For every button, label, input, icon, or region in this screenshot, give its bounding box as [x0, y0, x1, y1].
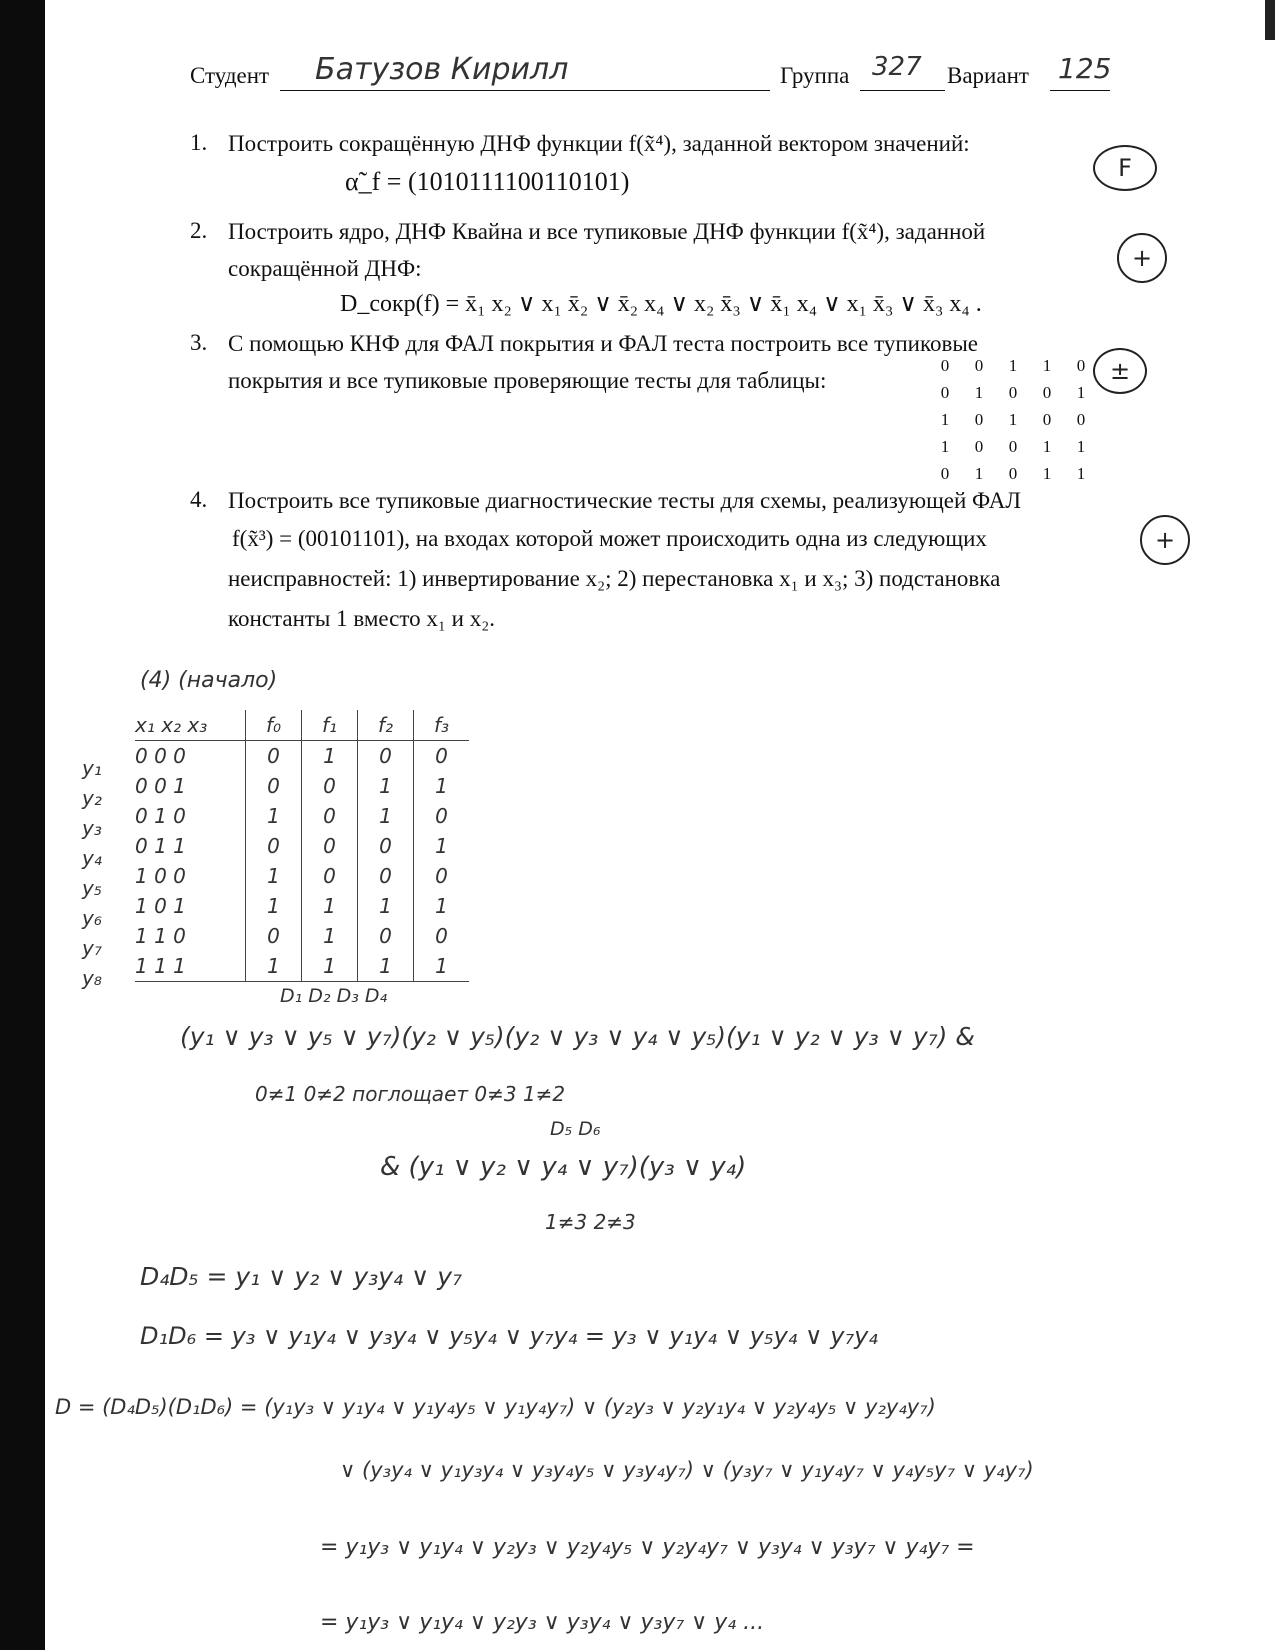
table-cell: 0 [246, 831, 302, 861]
task-2-text-cont: сокращённой ДНФ: [228, 256, 422, 281]
matrix-cell: 1 [1076, 382, 1086, 402]
table-cell: 1 [414, 891, 470, 921]
table-cell: 0 [246, 921, 302, 951]
table-cell: 1 [358, 951, 414, 982]
table-cell: 1 [246, 801, 302, 831]
matrix-cell: 1 [1042, 463, 1052, 483]
task-4-number: 4. [190, 487, 208, 512]
table-header: x₁ x₂ x₃ [135, 710, 246, 741]
table-cell: 0 [358, 921, 414, 951]
work-line-d-labels-2: D₅ D₆ [550, 1118, 601, 1140]
table-row [135, 741, 469, 772]
variant-label: Вариант [947, 63, 1029, 88]
table-header: f₀ [246, 710, 302, 741]
matrix-cell: 0 [1008, 436, 1018, 456]
task-3-number: 3. [190, 330, 208, 355]
table-row [135, 801, 469, 831]
table-row [135, 951, 469, 982]
matrix-row [928, 352, 1098, 379]
y-label: y₂ [82, 786, 102, 810]
y-label: y₄ [82, 846, 102, 870]
matrix-cell: 0 [1076, 409, 1086, 429]
table-cell: 0 [414, 741, 470, 772]
matrix-cell: 1 [974, 463, 984, 483]
matrix-row [928, 433, 1098, 460]
task-2-number: 2. [190, 218, 208, 243]
table-row [135, 891, 469, 921]
table-cell: 1 [302, 741, 358, 772]
table-cell: 0 0 1 [135, 774, 186, 798]
matrix-cell: 0 [1042, 382, 1052, 402]
work-line-d-expansion-2: ∨ (y₃y₄ ∨ y₁y₃y₄ ∨ y₃y₄y₅ ∨ y₃y₄y₇) ∨ (y₃y₇ ∨ y₁y₄y₇ ∨ y₄y₅y₇ ∨ y₄y₇) [340, 1458, 1034, 1482]
task-1-grade-mark: F [1093, 145, 1157, 191]
table-cell: 1 [246, 951, 302, 982]
student-label: Студент [190, 63, 270, 88]
matrix-cell: 0 [974, 409, 984, 429]
group-underline [860, 90, 945, 91]
work-line-d1d6: D₁D₆ = y₃ ∨ y₁y₄ ∨ y₃y₄ ∨ y₅y₄ ∨ y₇y₄ = y₃ ∨ y₁y₄ ∨ y₅y₄ ∨ y₇y₄ [140, 1322, 878, 1350]
table-cell: 1 [358, 771, 414, 801]
table-cell: 0 [414, 921, 470, 951]
matrix-cell: 1 [940, 409, 950, 429]
task-4-text-cont-2: неисправностей: 1) инвертирование x₂; 2) перестановка x₁ и x₃; 3) подстановка [228, 566, 1001, 591]
table-header: f₂ [358, 710, 414, 741]
table-cell: 0 0 0 [135, 744, 186, 768]
table-cell: 0 [302, 831, 358, 861]
variant-value: 125 [1058, 52, 1112, 85]
task-3-matrix [928, 352, 1098, 487]
table-cell: 0 [414, 861, 470, 891]
task-1-number: 1. [190, 130, 208, 155]
matrix-cell: 1 [1008, 355, 1018, 375]
table-cell: 0 [358, 741, 414, 772]
task-3-grade-mark: ± [1093, 348, 1147, 394]
task-3-text-cont: покрытия и все тупиковые проверяющие тесты для таблицы: [228, 368, 827, 393]
y-label: y₃ [82, 816, 102, 840]
table-cell: 1 [358, 891, 414, 921]
matrix-cell: 0 [974, 436, 984, 456]
task-1-text: Построить сокращённую ДНФ функции f(x̃⁴), заданной вектором значений: [228, 131, 970, 156]
work-title: (4) (начало) [140, 668, 278, 693]
task-2-grade-mark: + [1117, 233, 1167, 283]
work-line-pairs: 0≠1 0≠2 поглощает 0≠3 1≠2 [255, 1082, 566, 1106]
table-header: f₃ [414, 710, 470, 741]
task-3-text: С помощью КНФ для ФАЛ покрытия и ФАЛ теста построить все тупиковые [228, 331, 978, 356]
table-row [135, 771, 469, 801]
y-labels-column [82, 753, 102, 993]
table-cell: 1 [302, 951, 358, 982]
table-cell: 1 1 0 [135, 924, 186, 948]
variant-underline [1050, 90, 1110, 91]
y-label: y₅ [82, 876, 102, 900]
scan-corner-shadow [1265, 0, 1275, 40]
table-cell: 1 [414, 831, 470, 861]
task-2-formula: D_сокр(f) = x̄₁ x₂ ∨ x₁ x̄₂ ∨ x̄₂ x₄ ∨ x₂ x̄₃ ∨ x̄₁ x₄ ∨ x₁ x̄₃ ∨ x̄₃ x₄ . [340, 291, 982, 317]
matrix-cell: 0 [1076, 355, 1086, 375]
y-label: y₁ [82, 756, 102, 780]
matrix-cell: 1 [974, 382, 984, 402]
matrix-cell: 0 [1008, 382, 1018, 402]
matrix-cell: 0 [940, 355, 950, 375]
matrix-cell: 1 [940, 436, 950, 456]
group-label: Группа [780, 63, 850, 88]
table-cell: 1 0 1 [135, 894, 186, 918]
table-cell: 1 [246, 891, 302, 921]
matrix-cell: 1 [1076, 436, 1086, 456]
table-header-row [135, 710, 469, 741]
work-line-simplified: = y₁y₃ ∨ y₁y₄ ∨ y₂y₃ ∨ y₂y₄y₅ ∨ y₂y₄y₇ ∨ y₃y₄ ∨ y₃y₇ ∨ y₄y₇ = [320, 1535, 975, 1560]
table-row [135, 861, 469, 891]
matrix-row [928, 379, 1098, 406]
group-value: 327 [872, 52, 922, 82]
matrix-cell: 1 [1008, 409, 1018, 429]
table-cell: 0 [302, 861, 358, 891]
table-cell: 0 [246, 741, 302, 772]
y-label: y₇ [82, 936, 102, 960]
student-name: Батузов Кирилл [315, 52, 569, 87]
handwritten-function-table [135, 710, 469, 982]
table-cell: 0 1 1 [135, 834, 186, 858]
table-cell: 1 [246, 861, 302, 891]
table-header: f₁ [302, 710, 358, 741]
matrix-cell: 0 [940, 382, 950, 402]
task-4-text: Построить все тупиковые диагностические тесты для схемы, реализующей ФАЛ [228, 488, 1021, 513]
task-1-formula: α̃_f = (1010111100110101) [345, 167, 630, 196]
table-cell: 0 [414, 801, 470, 831]
matrix-cell: 0 [974, 355, 984, 375]
task-2-text: Построить ядро, ДНФ Квайна и все тупиковые ДНФ функции f(x̃⁴), заданной [228, 219, 986, 244]
table-cell: 0 [358, 861, 414, 891]
table-cell: 1 0 0 [135, 864, 186, 888]
table-cell: 1 [302, 891, 358, 921]
table-row [135, 831, 469, 861]
matrix-cell: 0 [940, 463, 950, 483]
matrix-cell: 1 [1042, 436, 1052, 456]
work-line-d-expansion: D = (D₄D₅)(D₁D₆) = (y₁y₃ ∨ y₁y₄ ∨ y₁y₄y₅ ∨ y₁y₄y₇) ∨ (y₂y₃ ∨ y₂y₁y₄ ∨ y₂y₄y₅ ∨ y₂y₄y₇) [55, 1395, 936, 1419]
work-line-cnf-2: & (y₁ ∨ y₂ ∨ y₄ ∨ y₇)(y₃ ∨ y₄) [380, 1152, 747, 1182]
table-cell: 0 [302, 771, 358, 801]
matrix-row [928, 460, 1098, 487]
student-underline [280, 90, 770, 91]
table-cell: 1 [414, 771, 470, 801]
task-4-text-cont: f(x̃³) = (00101101), на входах которой может происходить одна из следующих [232, 526, 987, 551]
table-cell: 0 [246, 771, 302, 801]
scan-dark-edge [0, 0, 45, 1650]
task-4-text-cont-3: константы 1 вместо x₁ и x₂. [228, 606, 495, 631]
matrix-cell: 0 [1042, 409, 1052, 429]
task-4-grade-mark: + [1140, 515, 1190, 565]
matrix-cell: 0 [1008, 463, 1018, 483]
table-cell: 0 1 0 [135, 804, 186, 828]
work-line-pairs-2: 1≠3 2≠3 [545, 1210, 636, 1234]
matrix-cell: 1 [1076, 463, 1086, 483]
work-line-d4d5: D₄D₅ = y₁ ∨ y₂ ∨ y₃y₄ ∨ y₇ [140, 1262, 463, 1291]
matrix-cell: 1 [1042, 355, 1052, 375]
table-cell: 1 1 1 [135, 951, 246, 982]
work-line-d-labels: D₁ D₂ D₃ D₄ [280, 985, 388, 1007]
y-label: y₆ [82, 906, 102, 930]
matrix-row [928, 406, 1098, 433]
table-cell: 1 [414, 951, 470, 982]
table-cell: 1 [358, 801, 414, 831]
table-cell: 0 [358, 831, 414, 861]
table-row [135, 921, 469, 951]
work-line-cnf: (y₁ ∨ y₃ ∨ y₅ ∨ y₇)(y₂ ∨ y₅)(y₂ ∨ y₃ ∨ y₄ ∨ y₅)(y₁ ∨ y₂ ∨ y₃ ∨ y₇) & [180, 1022, 975, 1051]
work-line-simplified-2: = y₁y₃ ∨ y₁y₄ ∨ y₂y₃ ∨ y₃y₄ ∨ y₃y₇ ∨ y₄ ... [320, 1610, 765, 1635]
y-label: y₈ [82, 966, 102, 990]
table-cell: 0 [302, 801, 358, 831]
table-cell: 1 [302, 921, 358, 951]
